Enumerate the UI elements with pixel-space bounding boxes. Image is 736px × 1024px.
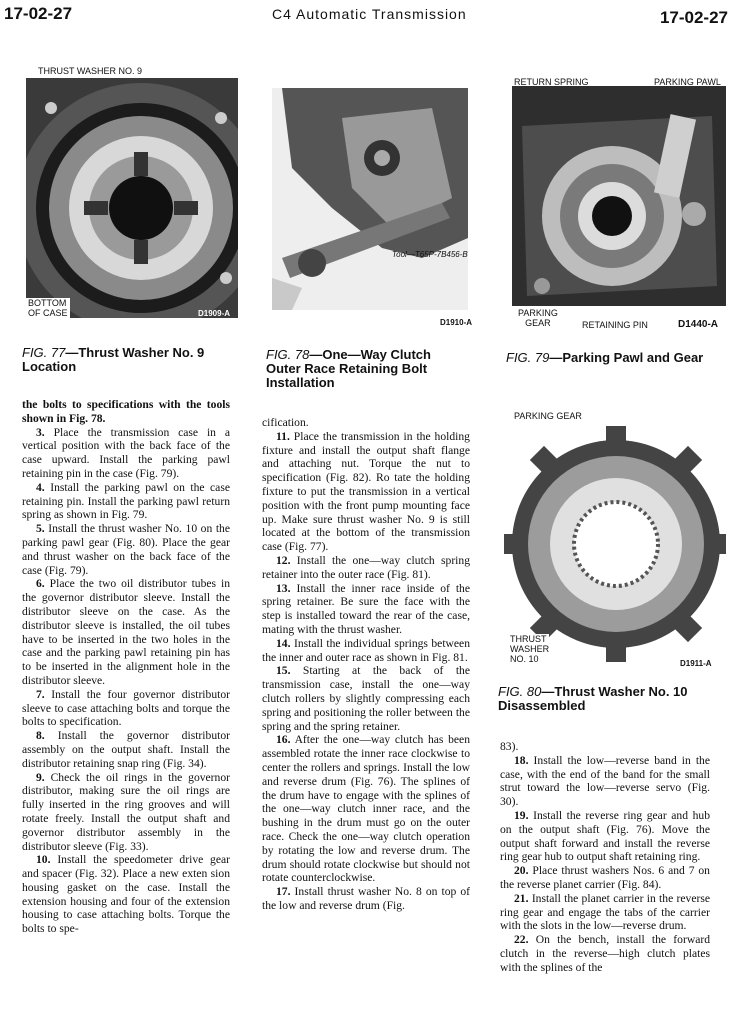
step-text: Install thrust washer No. 8 on top of the low and reverse drum (Fig. [262,885,470,912]
step-text: Install the governor distributor assembly on the output shaft. Install the distributor retaining snap ring (Fig. 34). [22,729,230,770]
col1-lead: the bolts to specifications with the tools shown in Fig. 78. [22,398,230,425]
step-text: Place the two oil distributor tubes in the governor distributor sleeve. Install the distributor sleeve on the case. As the distributor sleeve is installed, the oil tubes have to be inserted in the two holes in the case and the parking pawl retaining pin has to be inserted in the alignment hole in the distributor sleeve. [22,577,230,687]
step-text: Install the reverse ring gear and hub on the output shaft (Fig. 76). Move the output shaft forward and install the reverse ring gear hub to output shaft retaining ring. [500,808,710,864]
step-number: 10. [36,853,51,867]
page-title: C4 Automatic Transmission [272,6,467,22]
step-number: 7. [36,687,45,701]
fig77-photo [26,78,238,318]
step-text: Place the transmission in the holding fixture and install the output shaft flange and attaching nut. Torque the nut to specification (Fig. 82). Ro tate the holding fixture to put the transmission in a vertical position with the front pump mounting face up. Make sure thrust washer No. 9 is still located at the bottom of the transmission case (Fig. 77). [262,429,470,554]
step-number: 22. [514,933,529,947]
fig78-photo [272,88,468,310]
step-text: Install the planet carrier in the reverse ring gear and engage the tabs of the carrier with the slots in the low—reverse drum. [500,891,710,933]
fig77-label-bottom: BOTTOM OF CASE [28,298,68,318]
text-column-2 [262,416,470,913]
step-text: Install the thrust washer No. 10 on the parking pawl gear (Fig. 80). Place the gear and thrust washer on the back face of the case (Fig. 79). [22,522,230,577]
step-paragraph [22,688,230,729]
fig80-label-parking-gear: PARKING GEAR [514,411,582,421]
step-text: Install the one—way clutch spring retainer into the outer race (Fig. 81). [262,553,470,581]
step-paragraph [262,430,470,554]
fig79-caption: FIG. 79—Parking Pawl and Gear [506,350,704,365]
step-paragraph [22,729,230,770]
step-number: 18. [514,753,529,767]
step-paragraph [500,864,710,892]
step-paragraph [262,733,470,885]
step-paragraph [262,637,470,665]
text-column-1 [22,398,230,936]
step-paragraph [22,577,230,687]
step-paragraph [22,771,230,854]
text-column-3 [500,740,710,975]
step-number: 6. [36,577,45,591]
fig79-photo [512,86,726,306]
step-text: After the one—way clutch has been assembled rotate the inner race clockwise to center the rollers and springs. Install the low and reverse drum (Fig. 76). The splines of the drum have to engage with the splines of the one—way clutch inner race, and the bushing in the drum must go on the outer race. Check the one—way clutch operation by rotating the low and reverse drum. The drum should rotate clockwise but should not rotate counterclockwise. [262,733,470,885]
fig80-photo [504,424,726,664]
fig80-code: D1911-A [680,659,712,668]
step-text: On the bench, install the forward clutch in the reverse—high clutch plates with the splines of the [500,933,710,974]
step-text: Install the low—reverse band in the case, with the end of the band for the small strut toward the low—reverse servo (Fig. 30). [500,753,710,809]
step-text: Install the inner race inside of the spring retainer. Be sure the face with the step is installed toward the rear of the case, mating with the thrust washer. [262,581,470,636]
step-text: Install the four governor distributor sleeve to case attaching bolts and torque the bolts to specification. [22,687,230,729]
step-number: 16. [276,733,291,747]
step-text: Install the individual springs between the inner and outer race as shown in Fig. 81. [262,636,471,664]
step-text: Starting at the back of the transmission case, install the one—way clutch rollers by slightly compressing each spring and positioning the roller between the spring and the spring retainer. [262,664,470,733]
fig77-label-thrust-washer: THRUST WASHER NO. 9 [38,66,143,76]
step-paragraph [22,426,230,481]
col3-lead: 83). [500,740,519,753]
page-number-left: 17-02-27 [4,4,73,23]
step-paragraph [22,481,230,522]
fig78-caption: FIG. 78—One—Way Clutch Outer Race Retaining Bolt Installation [266,347,431,390]
step-number: 4. [36,480,45,494]
step-text: Install the speedometer drive gear and spacer (Fig. 32). Place a new exten sion housing gasket on the case. Install the extension housing and four of the extension housing to case attaching bolts. Torque the bolts to spe- [22,853,231,936]
fig79-label-parking-pawl: PARKING PAWL [654,77,721,87]
step-text: Install the parking pawl on the case retaining pin. Install the parking pawl return spring as shown in Fig. 79. [22,480,230,522]
step-paragraph [500,892,710,933]
fig78-label-tool: Tool—T65P-7B456-B [392,250,468,259]
page-number-right: 17-02-27 [659,8,728,27]
step-paragraph [262,554,470,582]
step-number: 12. [276,553,291,567]
step-number: 11. [276,429,290,443]
step-number: 21. [514,891,529,905]
step-paragraph [22,853,230,936]
fig78-code: D1910-A [440,318,473,327]
step-number: 3. [36,425,45,439]
step-paragraph [262,885,470,913]
fig80-label-thrust-washer: THRUST WASHER NO. 10 [510,634,550,664]
step-number: 9. [36,770,45,784]
fig79-label-parking-gear: PARKING GEAR [518,308,558,328]
fig80-caption: FIG. 80—Thrust Washer No. 10 Disassembled [498,684,688,713]
step-paragraph [262,664,470,733]
step-number: 19. [514,808,529,822]
step-number: 17. [276,885,291,899]
step-text: Place thrust washers Nos. 6 and 7 on the reverse planet carrier (Fig. 84). [500,864,710,891]
step-number: 15. [276,664,291,678]
step-number: 14. [276,636,291,650]
step-paragraph [500,809,710,864]
step-number: 13. [276,581,291,595]
step-text: Place the transmission case in a vertical position with the back face of the case upward. Install the parking pawl retaining pin in the case (Fig. 79). [22,425,230,480]
step-paragraph [500,933,710,974]
step-number: 20. [514,864,529,878]
step-text: Check the oil rings in the governor distributor, making sure the oil rings are fully inserted in the ring grooves and will rotate freely. Install the output shaft and governor distributor assembly in the distributor sleeve (Fig. 33). [22,770,230,853]
fig77-code: D1909-A [198,309,231,318]
fig79-label-return-spring: RETURN SPRING [514,77,589,87]
step-paragraph [262,582,470,637]
col2-lead: cification. [262,416,309,429]
step-paragraph [22,522,230,577]
fig79-label-retaining-pin: RETAINING PIN [582,320,648,330]
step-number: 5. [36,522,45,536]
fig79-code: D1440-A [678,319,719,330]
fig77-caption: FIG. 77—Thrust Washer No. 9 Location [22,345,205,374]
step-number: 8. [36,729,45,743]
step-paragraph [500,754,710,809]
